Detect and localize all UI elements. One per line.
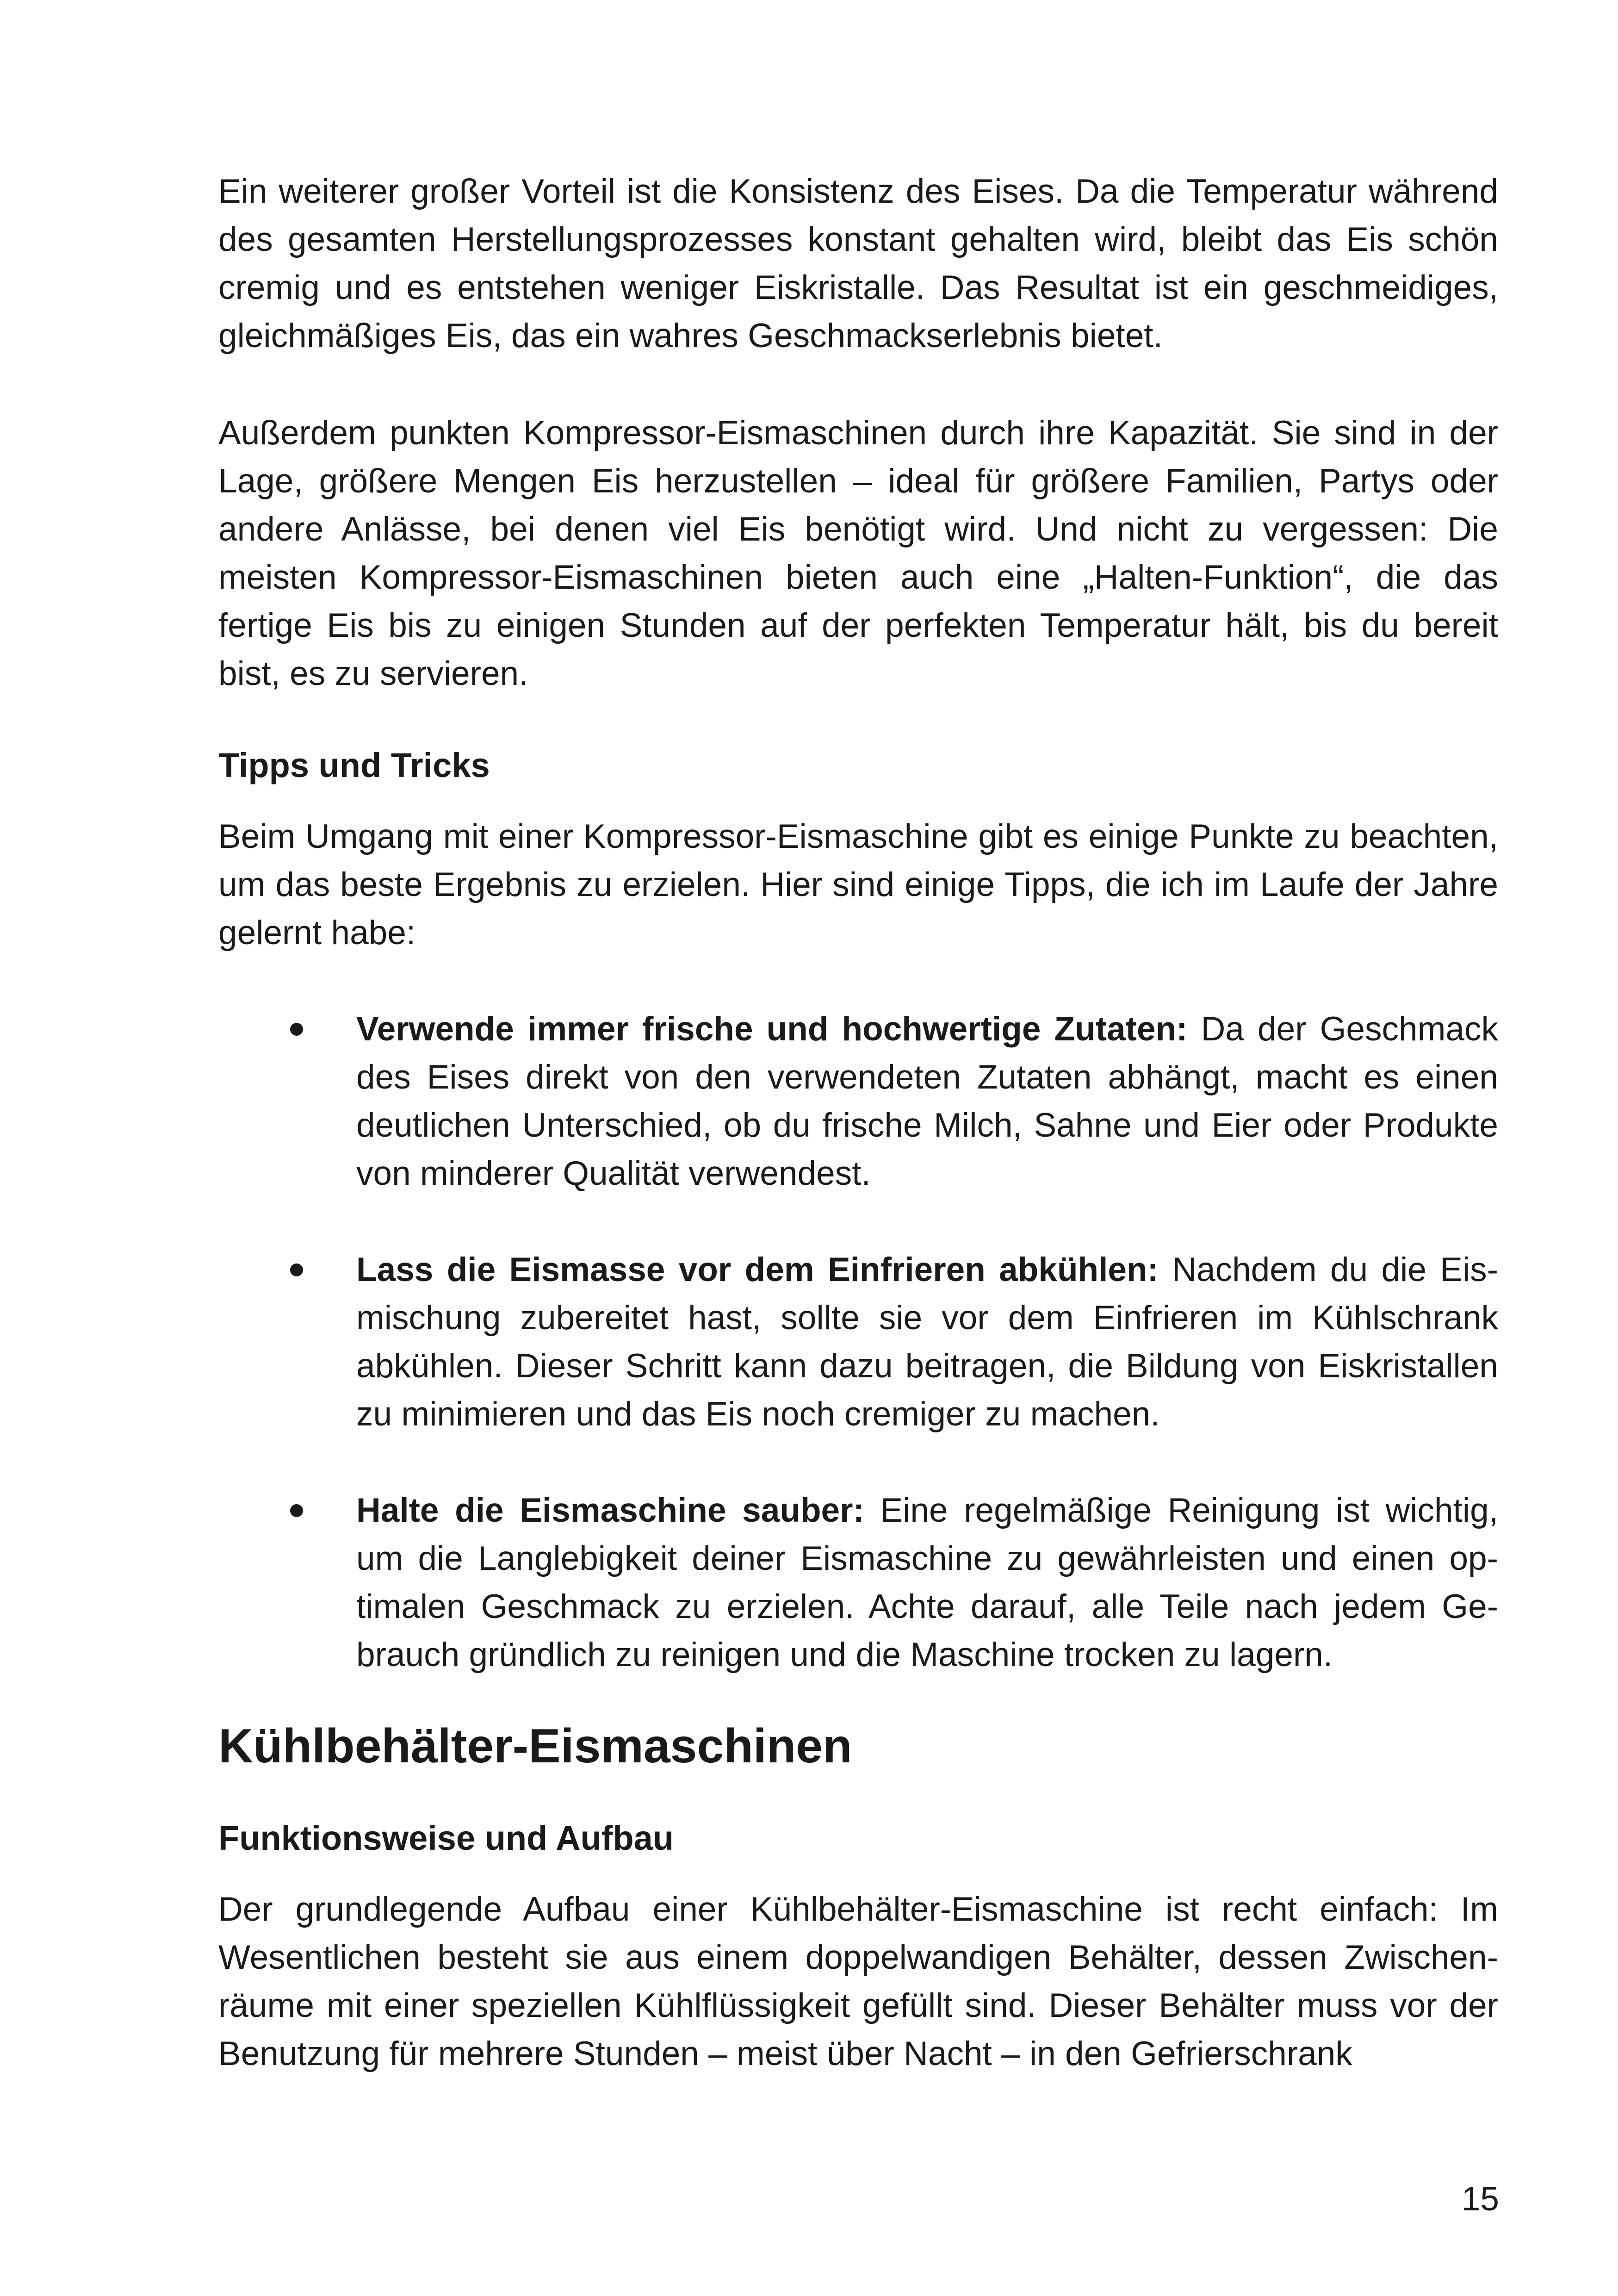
section-heading: Kühlbehälter-Eismaschinen	[218, 1719, 852, 1773]
paragraph-consistency: Ein weiterer großer Vorteil ist die Konsistenz des Eises. Da die Temperatur während des gesamten Herstellungsprozesses konstant gehalten wird, bleibt das Eis schön cremig und es entstehen weniger Eiskristalle. Das Resultat ist ein geschmeidiges, gleichmäßiges Eis, das ein wahres Geschmackserlebnis bietet.	[218, 173, 1498, 355]
tip-body: Nachdem du die Eismischung zubereitet hast, sollte sie vor dem Einfrieren im Kühlschrank abkühlen. Dieser Schritt kann dazu beitragen, die Bildung von Eiskristallen zu minimieren und das Eis noch cremiger zu machen.	[356, 1251, 1498, 1433]
tip-text	[356, 1246, 1498, 1438]
section-paragraph: Der grundlegende Aufbau einer Kühlbehälter-Eismaschine ist recht einfach: Im Wesentlichen besteht sie aus einem doppelwandigen Behälter, dessen Zwischenräume mit einer speziellen Kühlflüssigkeit gefüllt sind. Dieser Behälter muss vor der Benutzung für mehrere Stunden – meist über Nacht – in den Gefrierschrank	[218, 1891, 1498, 2072]
bullet-icon	[290, 1023, 303, 1036]
tip-body: Eine regelmäßige Reinigung ist wichtig, um die Langlebigkeit deiner Eismaschine zu gewährleisten und einen optimalen Geschmack zu erzielen. Achte darauf, alle Teile nach jedem Gebrauch gründlich zu reinigen und die Maschine trocken zu lagern.	[356, 1492, 1498, 1674]
subsection-heading: Funktionsweise und Aufbau	[218, 1819, 674, 1857]
list-item	[218, 1246, 1498, 1438]
tips-intro: Beim Umgang mit einer Kompressor-Eismaschine gibt es einige Punkte zu beachten, um das beste Ergebnis zu erzielen. Hier sind einige Tipps, die ich im Laufe der Jahre gelernt habe:	[218, 818, 1498, 952]
tip-text	[356, 1487, 1498, 1679]
tip-title: Verwende immer frische und hochwertige Zutaten:	[356, 1010, 1188, 1048]
tips-heading: Tipps und Tricks	[218, 746, 490, 784]
tip-title: Halte die Eismaschine sauber:	[356, 1492, 864, 1529]
tip-body: Da der Geschmack des Eises direkt von den verwendeten Zutaten abhängt, macht es einen deutlichen Unterschied, ob du frische Milch, Sahne und Eier oder Produkte von minderer Qualität verwendest.	[356, 1010, 1498, 1192]
tips-list	[218, 1005, 1498, 1679]
list-item	[218, 1005, 1498, 1198]
list-item	[218, 1487, 1498, 1679]
page-number: 15	[1461, 2180, 1499, 2218]
bullet-icon	[290, 1263, 303, 1276]
page-body	[218, 168, 1498, 2078]
tip-text	[356, 1005, 1498, 1198]
bullet-icon	[290, 1504, 303, 1517]
paragraph-capacity: Außerdem punkten Kompressor-Eismaschinen durch ihre Kapazität. Sie sind in der Lage, größere Mengen Eis herzustellen – ideal für größere Familien, Partys oder andere Anlässe, bei denen viel Eis benötigt wird. Und nicht zu vergessen: Die meisten Kompressor-Eismaschinen bieten auch eine „Halten-Funktion“, die das fertige Eis bis zu einigen Stunden auf der perfekten Temperatur hält, bis du bereit bist, es zu servieren.	[218, 414, 1498, 692]
tip-title: Lass die Eismasse vor dem Einfrieren abkühlen:	[356, 1251, 1159, 1288]
